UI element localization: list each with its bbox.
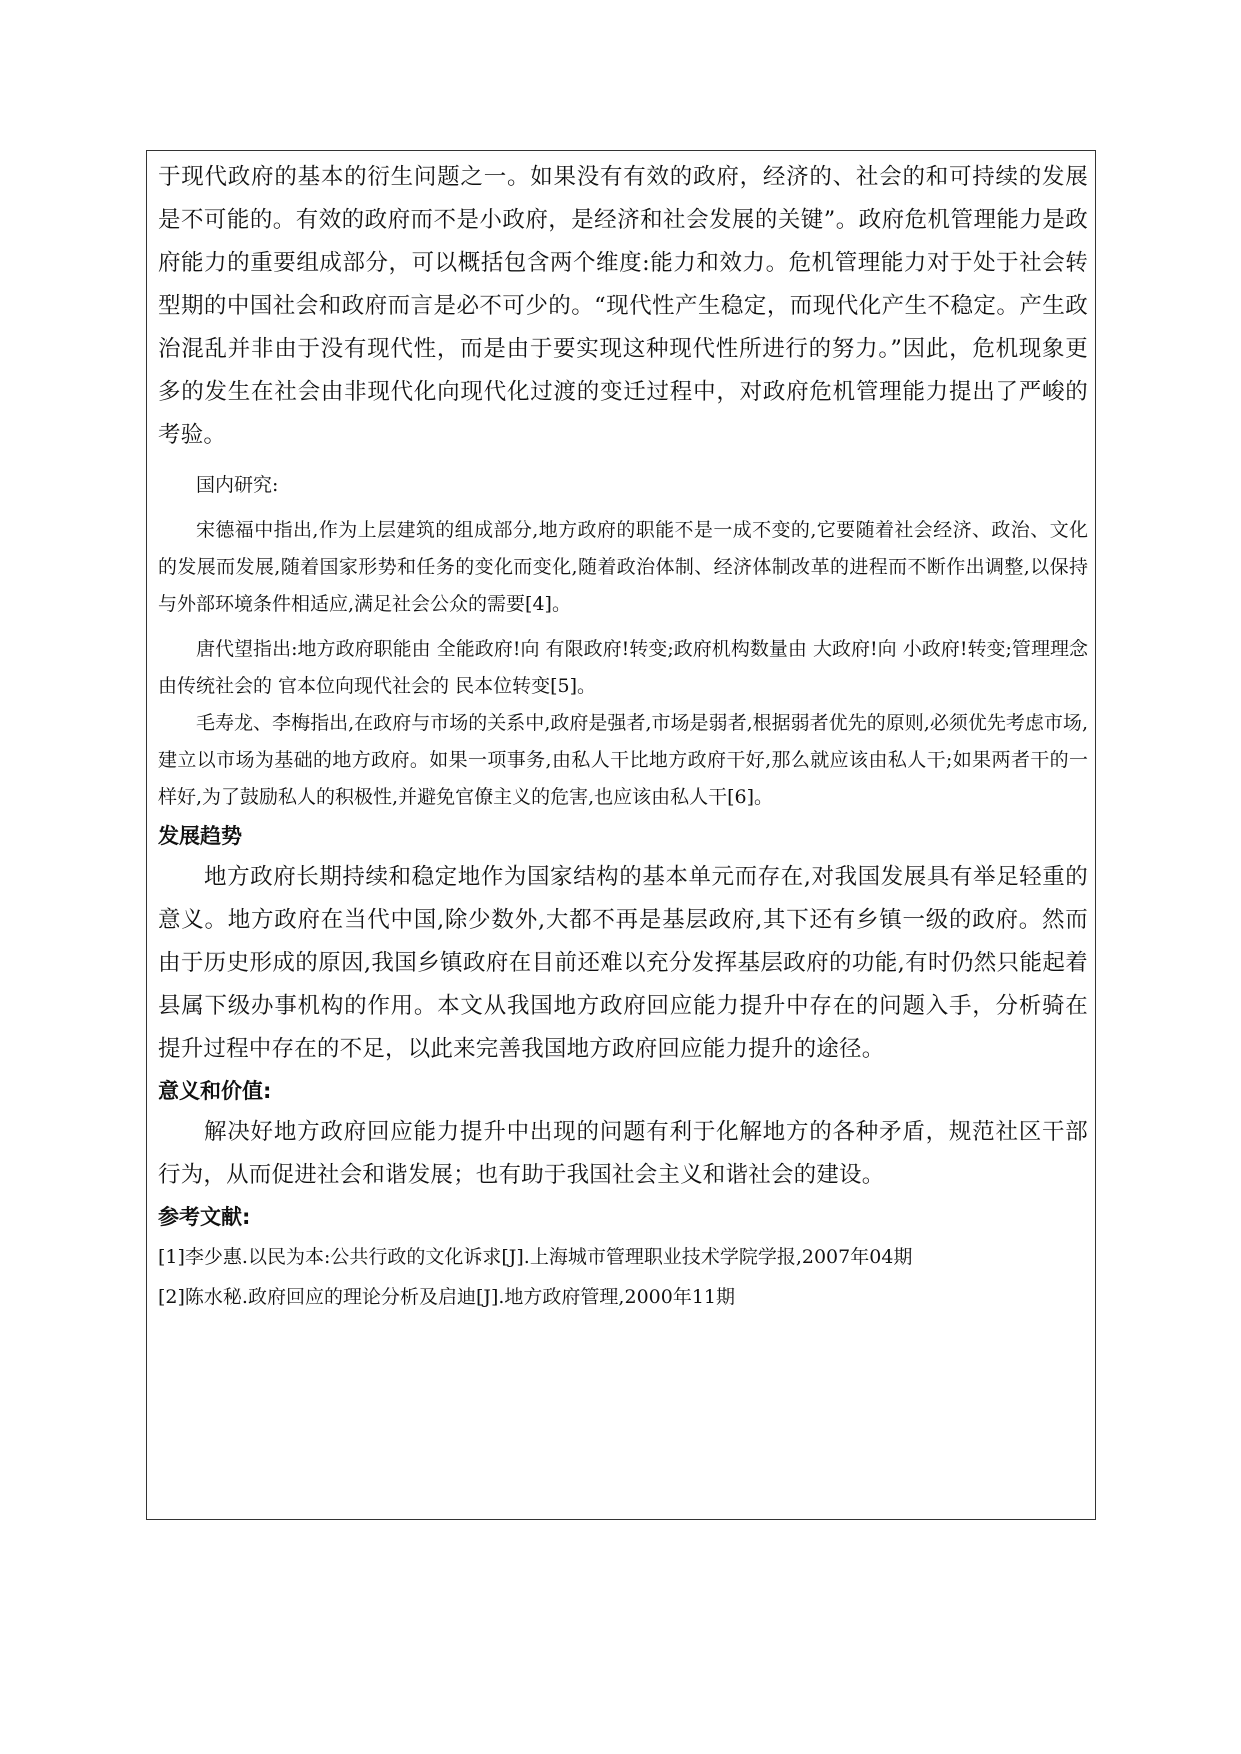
domestic-item-tang: 唐代望指出:地方政府职能由 全能政府!向 有限政府!转变;政府机构数量由 大政府!向 小政府!转变;管理理念由传统社会的 官本位向现代社会的 民本位转变[5]。 xyxy=(158,638,1088,697)
significance-heading: 意义和价值: xyxy=(158,1079,272,1103)
intro-paragraph: 于现代政府的基本的衍生问题之一。如果没有有效的政府，经济的、社会的和可持续的发展是不可能的。有效的政府而不是小政府，是经济和社会发展的关键”。政府危机管理能力是政府能力的重要组成部分，可以概括包含两个维度:能力和效力。危机管理能力对于处于社会转型期的中国社会和政府而言是必不可少的。“现代性产生稳定，而现代化产生不稳定。产生政治混乱并非由于没有现代性，而是由于要实现这种现代性所进行的努力。”因此，危机现象更多的发生在社会由非现代化向现代化过渡的变迁过程中，对政府危机管理能力提出了严峻的考验。 xyxy=(158,164,1088,448)
significance-paragraph: 解决好地方政府回应能力提升中出现的问题有利于化解地方的各种矛盾，规范社区干部行为，从而促进社会和谐发展；也有助于我国社会主义和谐社会的建设。 xyxy=(158,1119,1088,1188)
domestic-item-mao: 毛寿龙、李梅指出,在政府与市场的关系中,政府是强者,市场是弱者,根据弱者优先的原则,必须优先考虑市场,建立以市场为基础的地方政府。如果一项事务,由私人干比地方政府干好,那么就应该由私人干;如果两者干的一样好,为了鼓励私人的积极性,并避免官僚主义的危害,也应该由私人干[6]。 xyxy=(158,712,1088,808)
trend-heading: 发展趋势 xyxy=(158,824,242,848)
domestic-item-song: 宋德福中指出,作为上层建筑的组成部分,地方政府的职能不是一成不变的,它要随着社会经济、政治、文化的发展而发展,随着国家形势和任务的变化而变化,随着政治体制、经济体制改革的进程而不断作出调整,以保持与外部环境条件相适应,满足社会公众的需要[4]。 xyxy=(158,519,1088,615)
domestic-research-label: 国内研究: xyxy=(196,474,279,496)
reference-item-2: [2]陈水秘.政府回应的理论分析及启迪[J].地方政府管理,2000年11期 xyxy=(158,1286,736,1308)
references-heading: 参考文献: xyxy=(158,1205,251,1229)
trend-paragraph: 地方政府长期持续和稳定地作为国家结构的基本单元而存在,对我国发展具有举足轻重的意义。地方政府在当代中国,除少数外,大都不再是基层政府,其下还有乡镇一级的政府。然而由于历史形成的原因,我国乡镇政府在目前还难以充分发挥基层政府的功能,有时仍然只能起着县属下级办事机构的作用。本文从我国地方政府回应能力提升中存在的问题入手，分析骑在提升过程中存在的不足，以此来完善我国地方政府回应能力提升的途径。 xyxy=(158,864,1088,1062)
reference-item-1: [1]李少惠.以民为本:公共行政的文化诉求[J].上海城市管理职业技术学院学报,2007年04期 xyxy=(158,1246,913,1268)
document-body xyxy=(158,156,1088,1317)
